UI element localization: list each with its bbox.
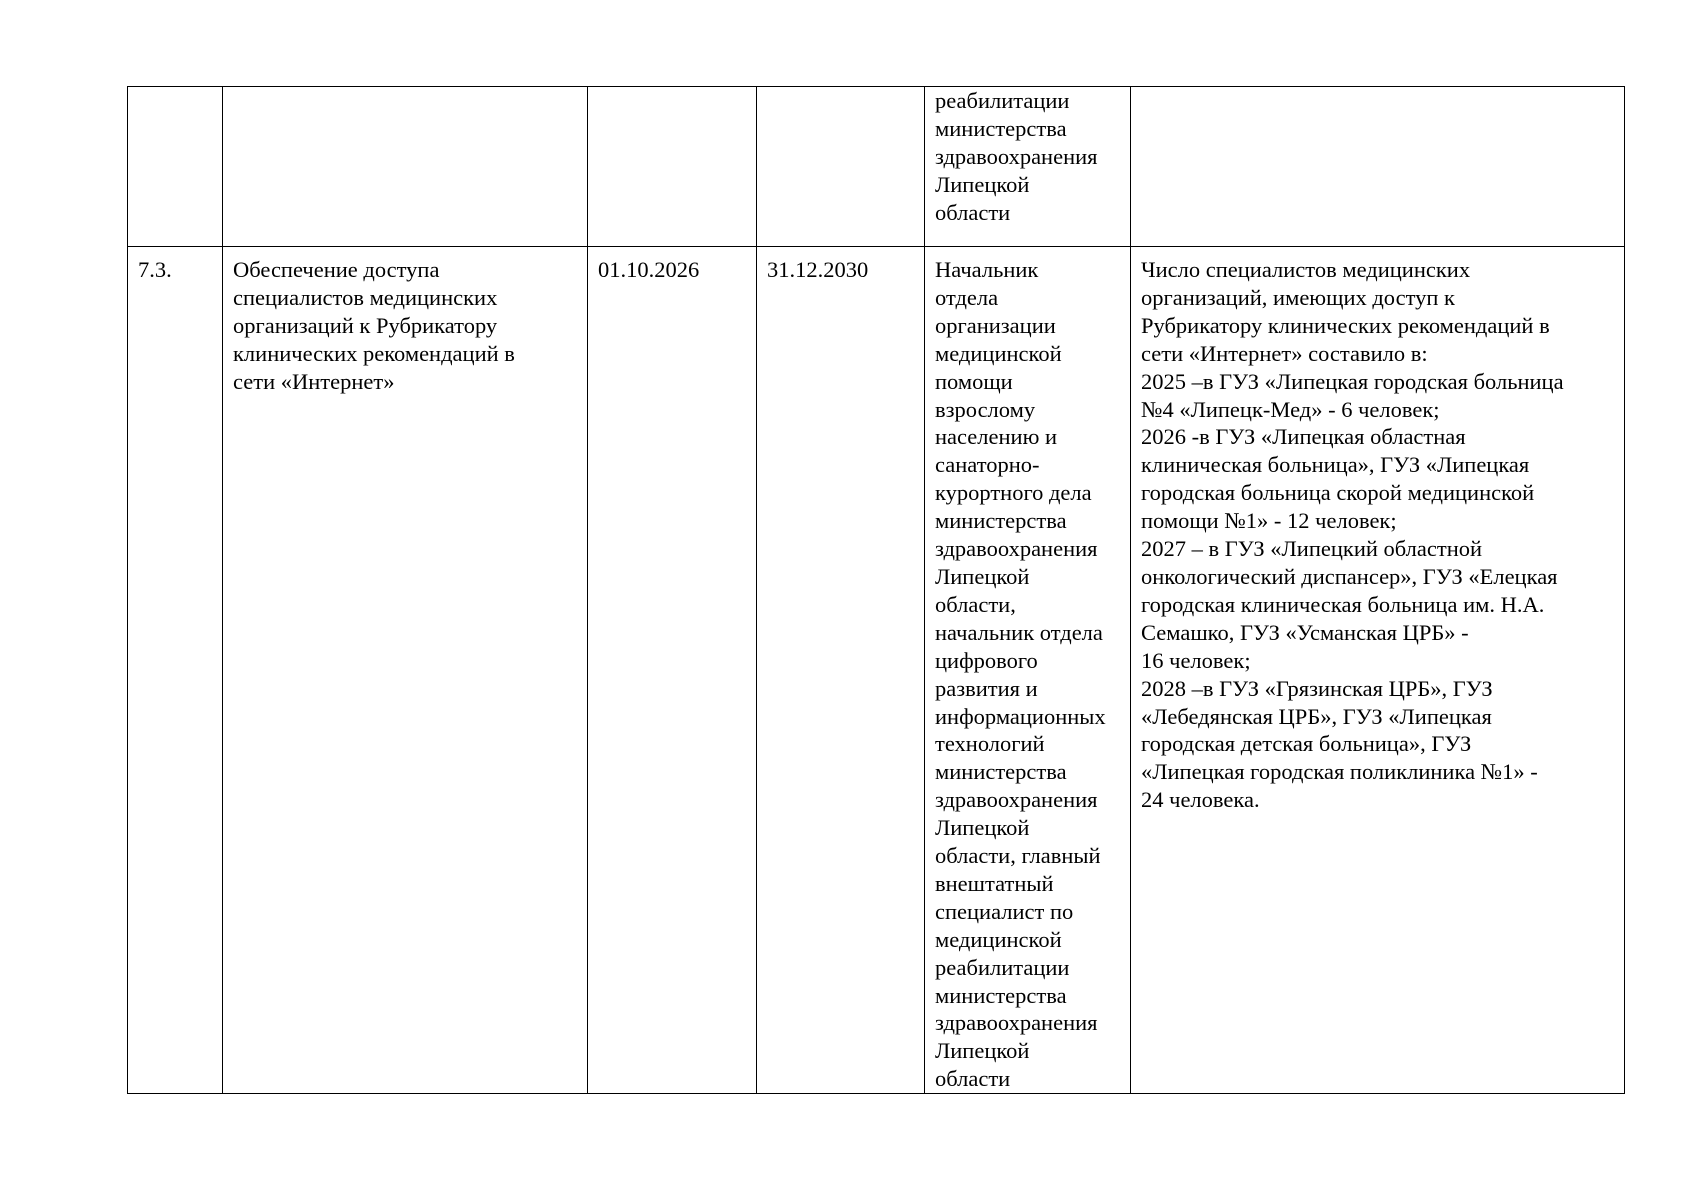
table-row [128, 87, 1625, 247]
cell-activity-name [223, 87, 588, 247]
activities-table [127, 86, 1625, 1094]
cell-end-date: 31.12.2030 [757, 247, 925, 1094]
table-row [128, 247, 1625, 1094]
cell-start-date: 01.10.2026 [588, 247, 757, 1094]
cell-activity-name: Обеспечение доступа специалистов медицинских организаций к Рубрикатору клинических рекомендаций в сети «Интернет» [223, 247, 588, 1094]
cell-start-date [588, 87, 757, 247]
cell-result: Число специалистов медицинских организаций, имеющих доступ к Рубрикатору клинических рекомендаций в сети «Интернет» составило в: 2025 –в ГУЗ «Липецкая городская больница №4 «Липецк-Мед» - 6 человек; 2026 -в ГУЗ «Липецкая областная клиническая больница», ГУЗ «Липецкая городская больница скорой медицинской помощи №1» - 12 человек; 2027 – в ГУЗ «Липецкий областной онкологический диспансер», ГУЗ «Елецкая городская клиническая больница им. Н.А. Семашко, ГУЗ «Усманская ЦРБ» - 16 человек; 2028 –в ГУЗ «Грязинская ЦРБ», ГУЗ «Лебедянская ЦРБ», ГУЗ «Липецкая городская детская больница», ГУЗ «Липецкая городская поликлиника №1» - 24 человека. [1131, 247, 1625, 1094]
cell-number [128, 87, 223, 247]
cell-result [1131, 87, 1625, 247]
cell-end-date [757, 87, 925, 247]
cell-number: 7.3. [128, 247, 223, 1094]
cell-responsible: реабилитации министерства здравоохранения Липецкой области [925, 87, 1131, 247]
cell-responsible: Начальник отдела организации медицинской помощи взрослому населению и санаторно- курортного дела министерства здравоохранения Липецкой области, начальник отдела цифрового развития и информационных технологий министерства здравоохранения Липецкой области, главный внештатный специалист по медицинской реабилитации министерства здравоохранения Липецкой области [925, 247, 1131, 1094]
